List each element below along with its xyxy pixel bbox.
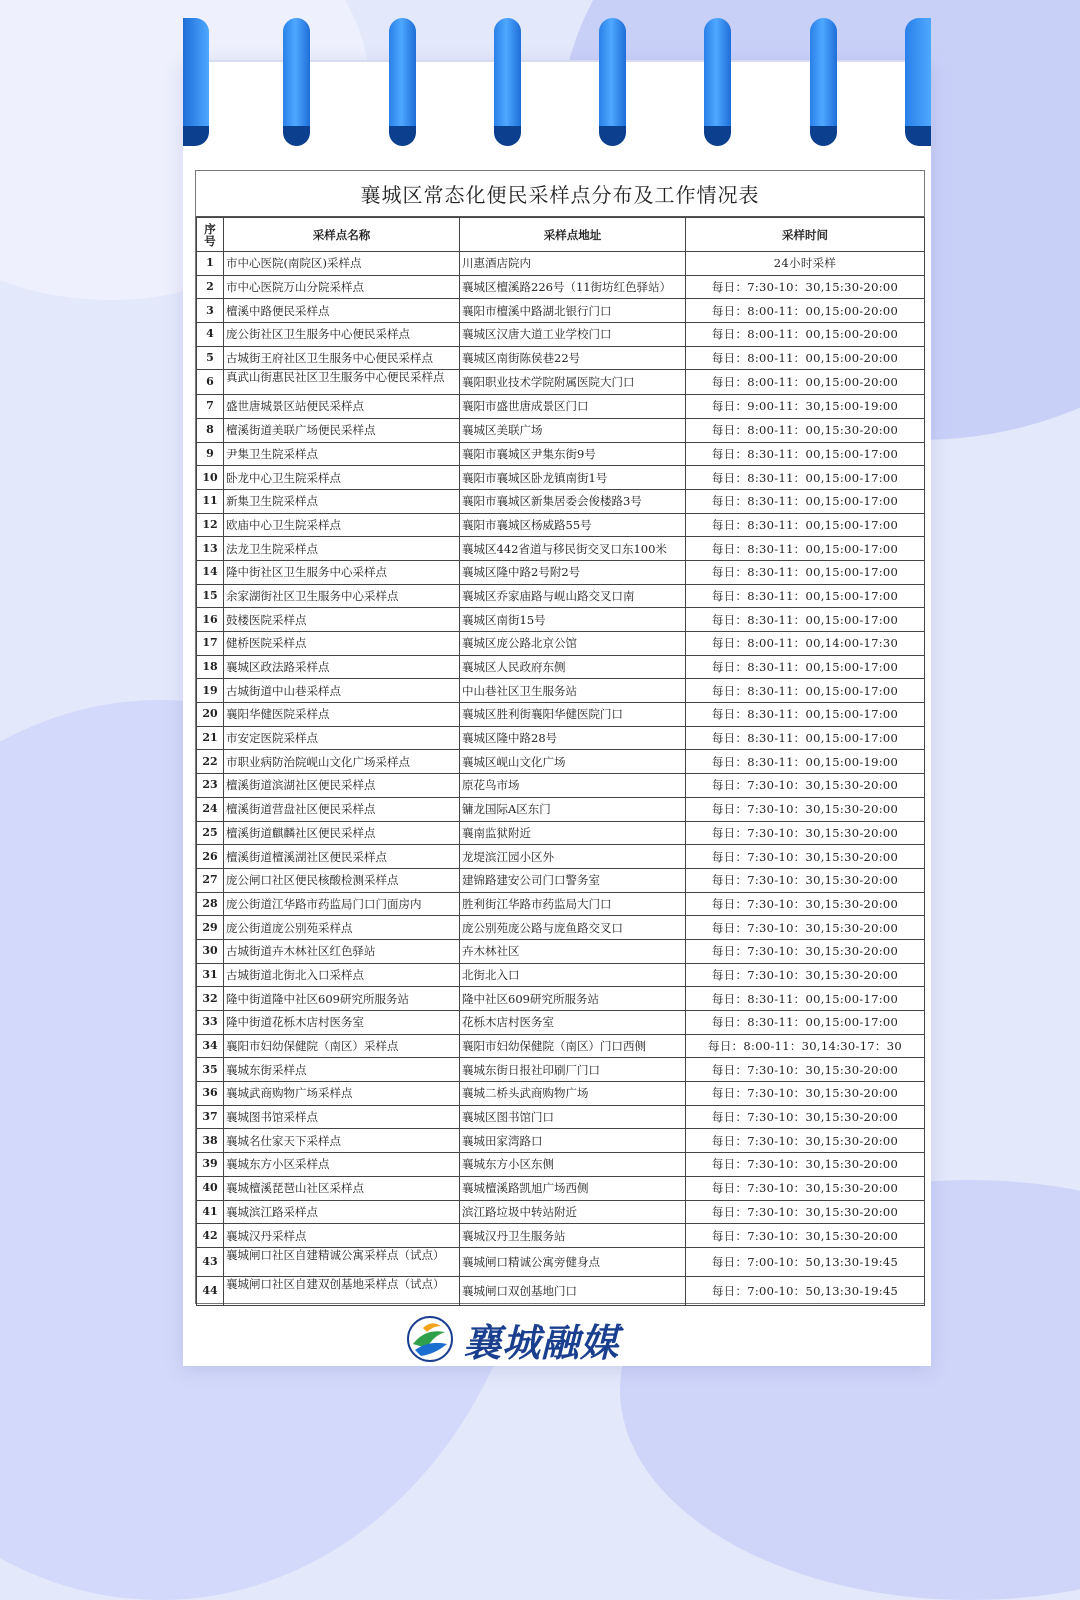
sampling-time-cell: 每日：8:00-11：00,15:30-20:00 xyxy=(686,418,925,442)
sampling-time-cell: 每日：7:30-10：30,15:30-20:00 xyxy=(686,275,925,299)
sampling-time-cell: 每日：7:30-10：30,15:30-20:00 xyxy=(686,1153,925,1177)
site-name-cell: 欧庙中心卫生院采样点 xyxy=(224,513,460,537)
site-name-cell: 襄城名仕家天下采样点 xyxy=(224,1129,460,1153)
site-address-cell: 建锦路建安公司门口警务室 xyxy=(460,868,686,892)
sampling-time-cell: 每日：7:30-10：30,15:30-20:00 xyxy=(686,868,925,892)
site-address-cell: 襄阳职业技术学院附属医院大门口 xyxy=(460,370,686,395)
table-row xyxy=(197,1224,925,1248)
site-name-cell: 法龙卫生院采样点 xyxy=(224,537,460,561)
sampling-time-cell: 每日：8:30-11：00,15:00-17:00 xyxy=(686,513,925,537)
site-address-cell: 襄城区庞公路北京公馆 xyxy=(460,632,686,656)
site-address-cell: 襄城区图书馆门口 xyxy=(460,1105,686,1129)
site-name-cell: 市安定医院采样点 xyxy=(224,726,460,750)
site-name-cell: 襄城图书馆采样点 xyxy=(224,1105,460,1129)
row-number: 21 xyxy=(197,726,224,750)
sampling-time-cell: 每日：7:30-10：30,15:30-20:00 xyxy=(686,939,925,963)
site-address-cell: 襄城田家湾路口 xyxy=(460,1129,686,1153)
sampling-time-cell: 每日：7:30-10：30,15:30-20:00 xyxy=(686,963,925,987)
row-number: 34 xyxy=(197,1034,224,1058)
row-number: 2 xyxy=(197,275,224,299)
site-name-cell: 古城街道卉木林社区红色驿站 xyxy=(224,939,460,963)
row-number: 31 xyxy=(197,963,224,987)
row-number: 16 xyxy=(197,608,224,632)
site-address-cell: 襄阳市檀溪中路湖北银行门口 xyxy=(460,299,686,323)
site-address-cell: 襄城区檀溪路226号（11街坊红色驿站） xyxy=(460,275,686,299)
sampling-time-cell: 每日：8:30-11：00,15:00-17:00 xyxy=(686,537,925,561)
sampling-time-cell: 每日：7:30-10：30,15:30-20:00 xyxy=(686,821,925,845)
table-row xyxy=(197,1176,925,1200)
site-name-cell: 市中心医院(南院区)采样点 xyxy=(224,252,460,276)
table-row xyxy=(197,821,925,845)
row-number: 3 xyxy=(197,299,224,323)
site-name-cell: 古城街道北街北入口采样点 xyxy=(224,963,460,987)
site-address-cell: 襄城区胜利街襄阳华健医院门口 xyxy=(460,703,686,727)
site-name-cell: 古城街道中山巷采样点 xyxy=(224,679,460,703)
sampling-time-cell: 每日：8:30-11：00,15:00-17:00 xyxy=(686,655,925,679)
column-header-name: 采样点名称 xyxy=(224,218,460,252)
table-row xyxy=(197,1082,925,1106)
site-name-cell: 襄阳华健医院采样点 xyxy=(224,703,460,727)
row-number: 30 xyxy=(197,939,224,963)
site-name-cell: 市中心医院万山分院采样点 xyxy=(224,275,460,299)
row-number: 1 xyxy=(197,252,224,276)
table-row xyxy=(197,442,925,466)
sampling-time-cell: 每日：8:30-11：00,15:00-17:00 xyxy=(686,608,925,632)
table-row xyxy=(197,1247,925,1276)
sampling-time-cell: 每日：7:30-10：30,15:30-20:00 xyxy=(686,1058,925,1082)
site-name-cell: 襄城闸口社区自建精诚公寓采样点（试点） xyxy=(224,1247,460,1276)
sampling-time-cell: 每日：8:00-11：00,15:00-20:00 xyxy=(686,370,925,395)
sampling-time-cell: 每日：8:30-11：00,15:00-17:00 xyxy=(686,1011,925,1035)
sampling-time-cell: 每日：8:30-11：00,15:00-17:00 xyxy=(686,466,925,490)
sampling-time-cell: 每日：8:30-11：00,15:00-17:00 xyxy=(686,489,925,513)
site-name-cell: 庞公街社区卫生服务中心便民采样点 xyxy=(224,323,460,347)
table-row xyxy=(197,252,925,276)
row-number: 5 xyxy=(197,346,224,370)
site-name-cell: 卧龙中心卫生院采样点 xyxy=(224,466,460,490)
site-name-cell: 庞公街道江华路市药监局门口门面房内 xyxy=(224,892,460,916)
sampling-time-cell: 每日：7:30-10：30,15:30-20:00 xyxy=(686,892,925,916)
site-name-cell: 新集卫生院采样点 xyxy=(224,489,460,513)
site-name-cell: 市职业病防治院岘山文化广场采样点 xyxy=(224,750,460,774)
site-address-cell: 卉木林社区 xyxy=(460,939,686,963)
sampling-time-cell: 每日：7:30-10：30,15:30-20:00 xyxy=(686,1176,925,1200)
site-address-cell: 花栎木店村医务室 xyxy=(460,1011,686,1035)
table-row xyxy=(197,679,925,703)
site-address-cell: 襄城区汉唐大道工业学校门口 xyxy=(460,323,686,347)
row-number: 35 xyxy=(197,1058,224,1082)
site-address-cell: 襄城闸口精诚公寓旁健身点 xyxy=(460,1247,686,1276)
row-number: 12 xyxy=(197,513,224,537)
row-number: 15 xyxy=(197,584,224,608)
site-address-cell: 襄阳市襄城区卧龙镇南街1号 xyxy=(460,466,686,490)
site-name-cell: 檀溪中路便民采样点 xyxy=(224,299,460,323)
site-name-cell: 襄城武商购物广场采样点 xyxy=(224,1082,460,1106)
sampling-time-cell: 每日：7:30-10：30,15:30-20:00 xyxy=(686,1082,925,1106)
column-header-no: 序号 xyxy=(197,218,224,252)
brand-name: 襄城融媒 xyxy=(463,1320,620,1365)
row-number: 33 xyxy=(197,1011,224,1035)
sampling-time-cell: 每日：8:30-11：00,15:00-17:00 xyxy=(686,584,925,608)
site-address-cell: 襄城闸口双创基地门口 xyxy=(460,1276,686,1305)
row-number: 26 xyxy=(197,845,224,869)
brand-footer xyxy=(405,1314,619,1364)
site-address-cell: 襄城区岘山文化广场 xyxy=(460,750,686,774)
site-address-cell: 襄城区隆中路28号 xyxy=(460,726,686,750)
sampling-time-cell: 每日：7:30-10：30,15:30-20:00 xyxy=(686,774,925,798)
table-row xyxy=(197,868,925,892)
site-address-cell: 中山巷社区卫生服务站 xyxy=(460,679,686,703)
xiangcheng-media-logo-icon xyxy=(405,1314,455,1364)
site-name-cell: 古城街王府社区卫生服务中心便民采样点 xyxy=(224,346,460,370)
site-address-cell: 襄城区人民政府东侧 xyxy=(460,655,686,679)
site-address-cell: 川惠酒店院内 xyxy=(460,252,686,276)
row-number: 29 xyxy=(197,916,224,940)
table-row xyxy=(197,513,925,537)
site-name-cell: 檀溪街道滨湖社区便民采样点 xyxy=(224,774,460,798)
site-address-cell: 襄城区南街陈侯巷22号 xyxy=(460,346,686,370)
site-name-cell: 襄城檀溪琵琶山社区采样点 xyxy=(224,1176,460,1200)
table-row xyxy=(197,797,925,821)
site-address-cell: 北街北入口 xyxy=(460,963,686,987)
sampling-time-cell: 每日：8:30-11：00,15:00-17:00 xyxy=(686,703,925,727)
row-number: 13 xyxy=(197,537,224,561)
site-name-cell: 襄阳市妇幼保健院（南区）采样点 xyxy=(224,1034,460,1058)
site-address-cell: 镛龙国际A区东门 xyxy=(460,797,686,821)
sampling-time-cell: 每日：8:00-11：30,14:30-17：30 xyxy=(686,1034,925,1058)
table-row xyxy=(197,395,925,419)
site-address-cell: 襄城二桥头武商购物广场 xyxy=(460,1082,686,1106)
row-number: 9 xyxy=(197,442,224,466)
sampling-time-cell: 24小时采样 xyxy=(686,252,925,276)
sampling-time-cell: 每日：8:30-11：00,15:00-17:00 xyxy=(686,679,925,703)
table-row xyxy=(197,750,925,774)
site-address-cell: 滨江路垃圾中转站附近 xyxy=(460,1200,686,1224)
row-number: 6 xyxy=(197,370,224,395)
site-address-cell: 庞公别苑庞公路与庞鱼路交叉口 xyxy=(460,916,686,940)
table-row xyxy=(197,466,925,490)
sampling-time-cell: 每日：8:30-11：00,15:00-17:00 xyxy=(686,987,925,1011)
site-name-cell: 鼓楼医院采样点 xyxy=(224,608,460,632)
row-number: 8 xyxy=(197,418,224,442)
row-number: 36 xyxy=(197,1082,224,1106)
row-number: 20 xyxy=(197,703,224,727)
sampling-time-cell: 每日：8:30-11：00,15:00-17:00 xyxy=(686,726,925,750)
table-row xyxy=(197,892,925,916)
row-number: 10 xyxy=(197,466,224,490)
site-address-cell: 襄阳市襄城区尹集东街9号 xyxy=(460,442,686,466)
row-number: 14 xyxy=(197,560,224,584)
row-number: 4 xyxy=(197,323,224,347)
table-row xyxy=(197,1200,925,1224)
sampling-time-cell: 每日：7:30-10：30,15:30-20:00 xyxy=(686,1200,925,1224)
site-name-cell: 隆中街道隆中社区609研究所服务站 xyxy=(224,987,460,1011)
table-row xyxy=(197,1129,925,1153)
site-name-cell: 隆中街社区卫生服务中心采样点 xyxy=(224,560,460,584)
row-number: 19 xyxy=(197,679,224,703)
site-name-cell: 余家湖街社区卫生服务中心采样点 xyxy=(224,584,460,608)
site-name-cell: 庞公闸口社区便民核酸检测采样点 xyxy=(224,868,460,892)
sampling-time-cell: 每日：8:30-11：00,15:00-19:00 xyxy=(686,750,925,774)
table-row xyxy=(197,275,925,299)
table-row xyxy=(197,987,925,1011)
row-number: 43 xyxy=(197,1247,224,1276)
table-row xyxy=(197,916,925,940)
sampling-time-cell: 每日：7:30-10：30,15:30-20:00 xyxy=(686,797,925,821)
row-number: 37 xyxy=(197,1105,224,1129)
site-address-cell: 襄城东街日报社印刷厂门口 xyxy=(460,1058,686,1082)
table-row xyxy=(197,346,925,370)
site-address-cell: 襄阳市襄城区杨威路55号 xyxy=(460,513,686,537)
sampling-time-cell: 每日：8:30-11：00,15:00-17:00 xyxy=(686,560,925,584)
site-address-cell: 襄阳市妇幼保健院（南区）门口西侧 xyxy=(460,1034,686,1058)
site-name-cell: 襄城汉丹采样点 xyxy=(224,1224,460,1248)
site-address-cell: 襄阳市襄城区新集居委会俊楼路3号 xyxy=(460,489,686,513)
site-name-cell: 盛世唐城景区站便民采样点 xyxy=(224,395,460,419)
site-name-cell: 襄城东方小区采样点 xyxy=(224,1153,460,1177)
table-row xyxy=(197,1153,925,1177)
site-name-cell: 真武山街惠民社区卫生服务中心便民采样点 xyxy=(224,370,460,395)
table-row xyxy=(197,655,925,679)
site-address-cell: 襄城檀溪路凯旭广场西侧 xyxy=(460,1176,686,1200)
sampling-time-cell: 每日：8:00-11：00,15:00-20:00 xyxy=(686,323,925,347)
site-address-cell: 襄城区南街15号 xyxy=(460,608,686,632)
row-number: 17 xyxy=(197,632,224,656)
table-row xyxy=(197,489,925,513)
site-address-cell: 襄城汉丹卫生服务站 xyxy=(460,1224,686,1248)
sampling-time-cell: 每日：7:30-10：30,15:30-20:00 xyxy=(686,845,925,869)
site-address-cell: 原花鸟市场 xyxy=(460,774,686,798)
table-row xyxy=(197,1276,925,1305)
row-number: 11 xyxy=(197,489,224,513)
table-row xyxy=(197,939,925,963)
table-row xyxy=(197,608,925,632)
sampling-time-cell: 每日：7:30-10：30,15:30-20:00 xyxy=(686,1224,925,1248)
sampling-time-cell: 每日：8:30-11：00,15:00-17:00 xyxy=(686,442,925,466)
sampling-sites-table-sheet xyxy=(195,170,925,1304)
sampling-time-cell: 每日：8:00-11：00,14:00-17:30 xyxy=(686,632,925,656)
site-address-cell: 襄城区442省道与移民街交叉口东100米 xyxy=(460,537,686,561)
column-header-time: 采样时间 xyxy=(686,218,925,252)
site-address-cell: 襄阳市盛世唐成景区门口 xyxy=(460,395,686,419)
site-address-cell: 襄城东方小区东侧 xyxy=(460,1153,686,1177)
row-number: 24 xyxy=(197,797,224,821)
site-name-cell: 檀溪街道檀溪湖社区便民采样点 xyxy=(224,845,460,869)
site-name-cell: 檀溪街道营盘社区便民采样点 xyxy=(224,797,460,821)
site-address-cell: 胜利街江华路市药监局大门口 xyxy=(460,892,686,916)
site-address-cell: 襄南监狱附近 xyxy=(460,821,686,845)
table-row xyxy=(197,537,925,561)
sampling-sites-table xyxy=(196,217,925,1306)
table-row xyxy=(197,963,925,987)
sampling-time-cell: 每日：8:00-11：00,15:00-20:00 xyxy=(686,346,925,370)
sampling-time-cell: 每日：7:00-10：50,13:30-19:45 xyxy=(686,1247,925,1276)
row-number: 40 xyxy=(197,1176,224,1200)
table-body xyxy=(197,252,925,1306)
site-name-cell: 尹集卫生院采样点 xyxy=(224,442,460,466)
table-row xyxy=(197,632,925,656)
table-row xyxy=(197,726,925,750)
table-row xyxy=(197,418,925,442)
site-name-cell: 健桥医院采样点 xyxy=(224,632,460,656)
table-row xyxy=(197,1058,925,1082)
row-number: 44 xyxy=(197,1276,224,1305)
table-row xyxy=(197,1105,925,1129)
column-header-address: 采样点地址 xyxy=(460,218,686,252)
table-title: 襄城区常态化便民采样点分布及工作情况表 xyxy=(196,171,924,217)
table-row xyxy=(197,299,925,323)
row-number: 7 xyxy=(197,395,224,419)
row-number: 25 xyxy=(197,821,224,845)
row-number: 42 xyxy=(197,1224,224,1248)
site-address-cell: 襄城区乔家庙路与岘山路交叉口南 xyxy=(460,584,686,608)
site-name-cell: 檀溪街道麒麟社区便民采样点 xyxy=(224,821,460,845)
table-row xyxy=(197,1011,925,1035)
site-name-cell: 隆中街道花栎木店村医务室 xyxy=(224,1011,460,1035)
site-name-cell: 襄城东街采样点 xyxy=(224,1058,460,1082)
table-row xyxy=(197,703,925,727)
table-row xyxy=(197,584,925,608)
sampling-time-cell: 每日：9:00-11：30,15:00-19:00 xyxy=(686,395,925,419)
table-row xyxy=(197,774,925,798)
site-name-cell: 襄城区政法路采样点 xyxy=(224,655,460,679)
site-name-cell: 襄城滨江路采样点 xyxy=(224,1200,460,1224)
sampling-time-cell: 每日：7:30-10：30,15:30-20:00 xyxy=(686,1129,925,1153)
table-row xyxy=(197,323,925,347)
sampling-time-cell: 每日：7:30-10：30,15:30-20:00 xyxy=(686,916,925,940)
row-number: 23 xyxy=(197,774,224,798)
table-row xyxy=(197,845,925,869)
table-row xyxy=(197,1034,925,1058)
row-number: 41 xyxy=(197,1200,224,1224)
row-number: 38 xyxy=(197,1129,224,1153)
site-address-cell: 襄城区美联广场 xyxy=(460,418,686,442)
site-address-cell: 龙堤滨江园小区外 xyxy=(460,845,686,869)
row-number: 18 xyxy=(197,655,224,679)
site-name-cell: 檀溪街道美联广场便民采样点 xyxy=(224,418,460,442)
table-row xyxy=(197,370,925,395)
row-number: 27 xyxy=(197,868,224,892)
table-row xyxy=(197,560,925,584)
site-address-cell: 隆中社区609研究所服务站 xyxy=(460,987,686,1011)
row-number: 39 xyxy=(197,1153,224,1177)
table-header-row xyxy=(197,218,925,252)
site-address-cell: 襄城区隆中路2号附2号 xyxy=(460,560,686,584)
row-number: 22 xyxy=(197,750,224,774)
row-number: 32 xyxy=(197,987,224,1011)
site-name-cell: 襄城闸口社区自建双创基地采样点（试点） xyxy=(224,1276,460,1305)
row-number: 28 xyxy=(197,892,224,916)
sampling-time-cell: 每日：7:00-10：50,13:30-19:45 xyxy=(686,1276,925,1305)
sampling-time-cell: 每日：7:30-10：30,15:30-20:00 xyxy=(686,1105,925,1129)
site-name-cell: 庞公街道庞公别苑采样点 xyxy=(224,916,460,940)
sampling-time-cell: 每日：8:00-11：00,15:00-20:00 xyxy=(686,299,925,323)
